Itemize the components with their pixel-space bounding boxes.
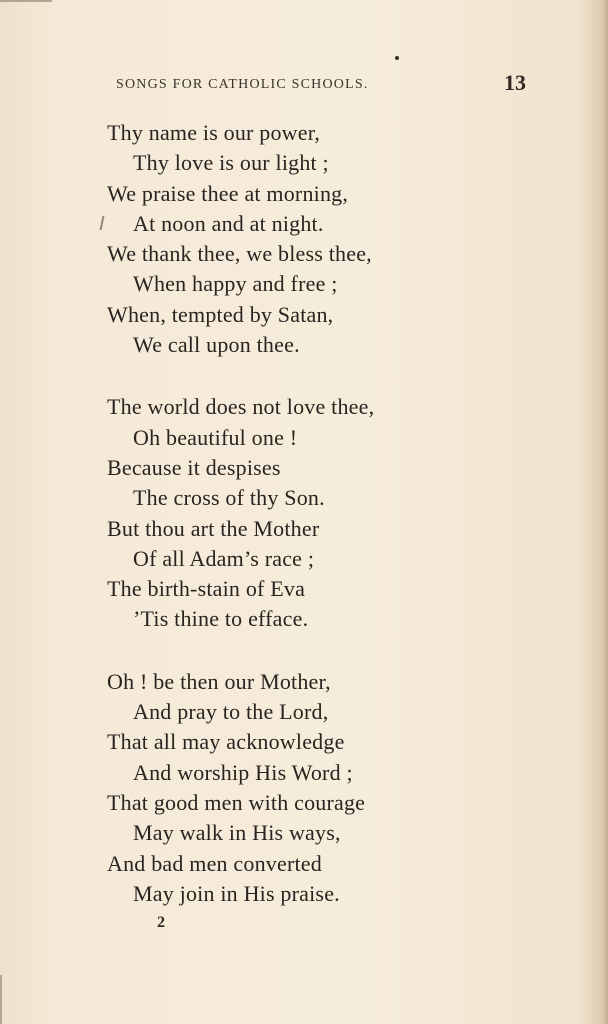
running-head: SONGS FOR CATHOLIC SCHOOLS. <box>116 77 369 92</box>
poem <box>107 118 507 941</box>
poem-line: That good men with courage <box>107 789 366 815</box>
poem-line: May join in His praise. <box>133 880 340 906</box>
poem-line: When, tempted by Satan, <box>107 301 334 327</box>
page-gutter-shadow <box>602 0 608 1024</box>
poem-line: When happy and free ; <box>133 271 338 297</box>
poem-line: The cross of thy Son. <box>133 485 325 511</box>
poem-line: Oh ! be then our Mother, <box>107 668 331 694</box>
stanza-2 <box>107 392 507 634</box>
poem-line: Of all Adam’s race ; <box>133 545 315 571</box>
signature-mark: 2 <box>157 914 165 931</box>
poem-line: And bad men converted <box>107 850 322 876</box>
stanza-1 <box>107 118 507 360</box>
poem-line: The birth-stain of Eva <box>107 576 306 602</box>
margin-pencil-mark <box>100 216 105 230</box>
poem-line: ’Tis thine to efface. <box>133 606 309 632</box>
poem-line: That all may acknowledge <box>107 729 345 755</box>
poem-line: But thou art the Mother <box>107 515 320 541</box>
poem-line: Oh beautiful one ! <box>133 424 298 450</box>
page-edge-top <box>0 0 52 2</box>
poem-line: And worship His Word ; <box>133 759 353 785</box>
poem-line: And pray to the Lord, <box>133 699 329 725</box>
poem-line: May walk in His ways, <box>133 820 341 846</box>
poem-line: We call upon thee. <box>133 332 300 358</box>
poem-line: Thy love is our light ; <box>133 150 329 176</box>
poem-line: The world does not love thee, <box>107 394 375 420</box>
poem-line: Because it despises <box>107 454 281 480</box>
page-number: 13 <box>504 70 526 95</box>
stanza-3 <box>107 667 507 909</box>
poem-line: At noon and at night. <box>133 210 324 236</box>
poem-line: Thy name is our power, <box>107 120 321 145</box>
poem-line: We thank thee, we bless thee, <box>107 241 372 267</box>
ink-dot <box>395 56 399 60</box>
page-edge-left <box>0 975 2 1024</box>
poem-line: We praise thee at morning, <box>107 180 349 206</box>
